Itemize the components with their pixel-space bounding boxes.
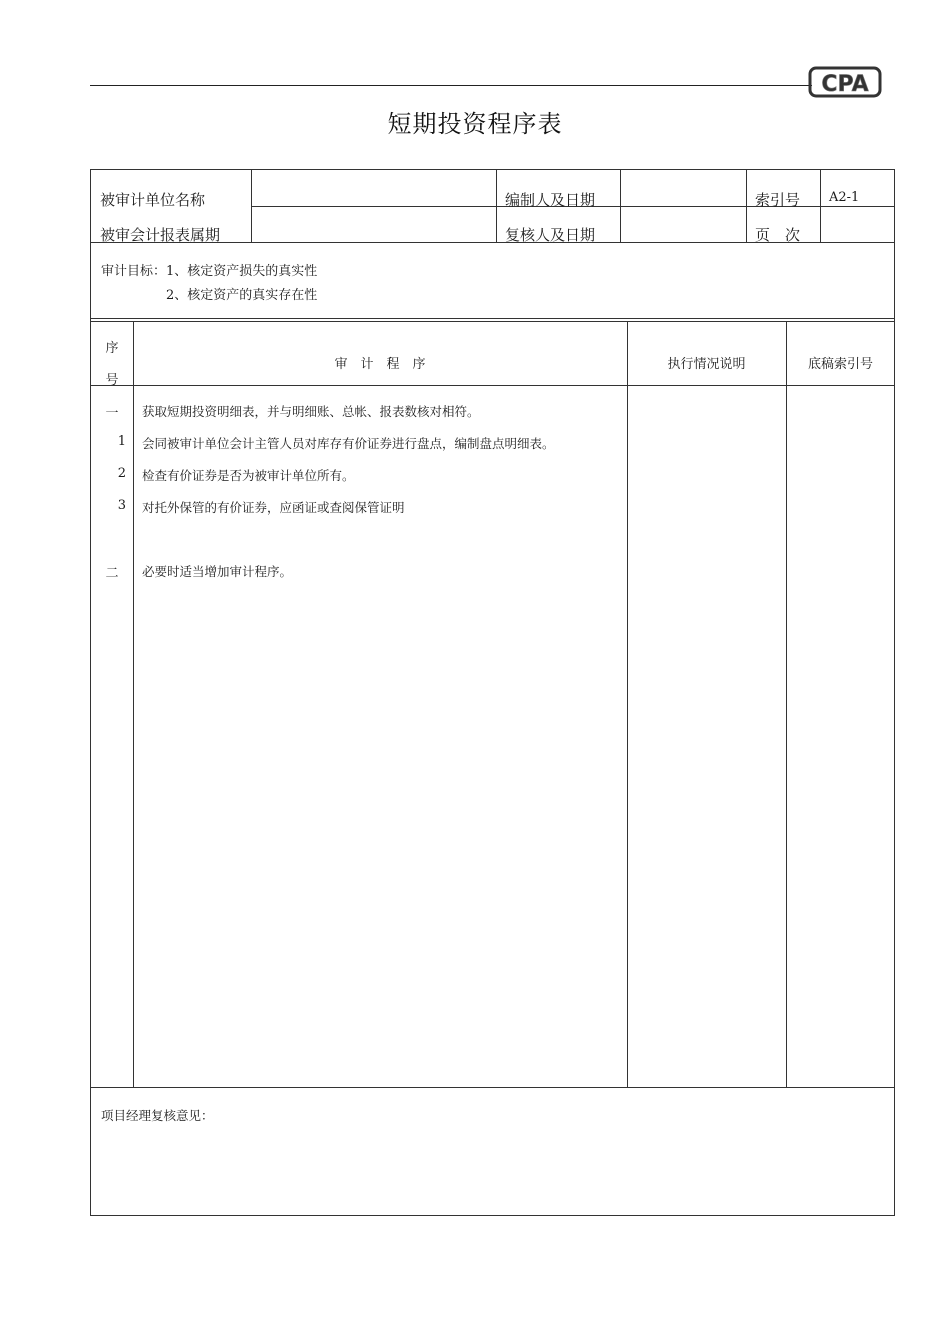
procedure-table [90, 169, 895, 1216]
manager-review-label: 项目经理复核意见： [101, 1108, 214, 1123]
svg-text:CPA: CPA [821, 72, 869, 97]
row-seq: 2 [117, 466, 126, 481]
row-procedure-text: 检查有价证券是否为被审计单位所有。 [142, 468, 355, 483]
seq-header-top: 序 [105, 341, 119, 356]
page-label: 页 次 [755, 226, 801, 244]
column-header-rule [91, 385, 895, 386]
page-title: 短期投资程序表 [387, 110, 563, 138]
header-rule [90, 85, 812, 86]
objectives-label: 审计目标： [101, 264, 167, 279]
unit-name-label: 被审计单位名称 [100, 191, 206, 209]
row-procedure-text: 会同被审计单位会计主管人员对库存有价证券进行盘点，编制盘点明细表。 [142, 436, 555, 451]
row-seq: 1 [117, 434, 126, 449]
row-seq: 一 [105, 406, 119, 421]
row-procedure-text: 对托外保管的有价证券，应函证或查阅保管证明 [142, 500, 405, 515]
procedure-header: 审 计 程 序 [334, 357, 426, 372]
objective-item: 1、核定资产损失的真实性 [166, 264, 318, 279]
workpaper-index-header: 底稿索引号 [807, 357, 873, 372]
row-seq: 3 [117, 498, 126, 513]
objectives-bottom-rule-double [91, 321, 895, 322]
row-procedure-text: 必要时适当增加审计程序。 [142, 564, 293, 579]
procedures-bottom-rule [91, 1087, 895, 1088]
row-procedure-text: 获取短期投资明细表，并与明细账、总帐、报表数核对相符。 [142, 404, 480, 419]
index-label: 索引号 [755, 191, 801, 209]
objective-item: 2、核定资产的真实存在性 [166, 288, 318, 303]
cpa-logo [806, 60, 884, 102]
row-seq: 二 [105, 566, 119, 581]
period-label: 被审会计报表属期 [100, 226, 221, 244]
objectives-bottom-rule [91, 318, 895, 319]
execution-header: 执行情况说明 [667, 357, 746, 372]
preparer-label: 编制人及日期 [505, 191, 596, 209]
index-value: A2-1 [829, 190, 860, 205]
seq-header-bottom: 号 [105, 373, 119, 388]
reviewer-label: 复核人及日期 [505, 226, 596, 244]
